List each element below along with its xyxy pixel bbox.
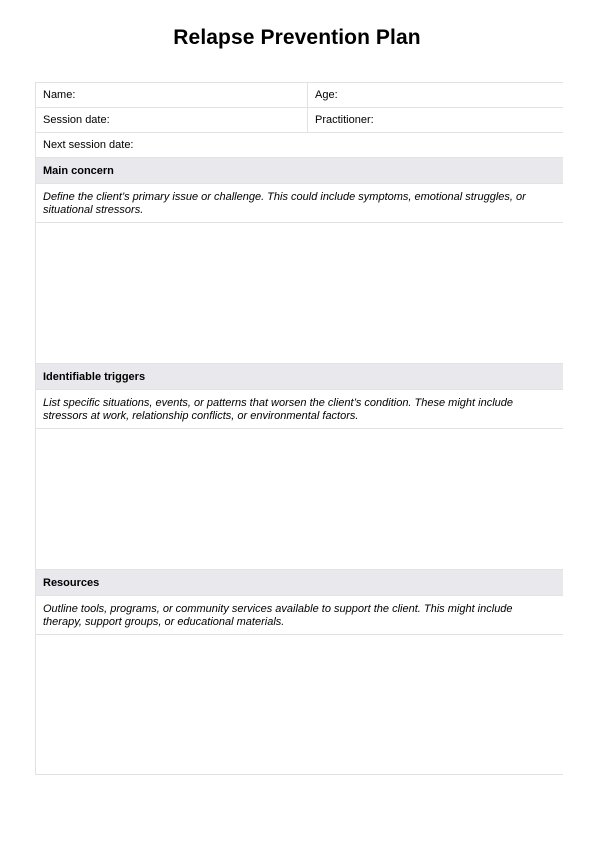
main-concern-input-area[interactable] — [36, 222, 563, 363]
section-description-triggers: List specific situations, events, or patterns that worsen the client’s condition. These might include stressors at work, relationship conflicts, or environmental factors. — [36, 389, 563, 428]
form-row-name-age — [36, 82, 563, 107]
section-heading-resources: Resources — [36, 569, 563, 595]
next-session-date-field[interactable]: Next session date: — [43, 139, 134, 151]
section-heading-triggers: Identifiable triggers — [36, 363, 563, 389]
age-field[interactable]: Age: — [315, 89, 338, 101]
resources-input-area[interactable] — [36, 634, 563, 775]
form-row-session — [36, 107, 563, 132]
section-description-main-concern: Define the client’s primary issue or challenge. This could include symptoms, emotional struggles, or situational stressors. — [36, 183, 563, 222]
plan-form — [35, 82, 563, 775]
section-heading-main-concern: Main concern — [36, 157, 563, 183]
name-field[interactable]: Name: — [36, 83, 308, 107]
practitioner-field[interactable]: Practitioner: — [315, 114, 374, 126]
page-title: Relapse Prevention Plan — [173, 26, 421, 49]
session-date-field[interactable]: Session date: — [36, 108, 308, 132]
form-row-next-session — [36, 132, 563, 157]
triggers-input-area[interactable] — [36, 428, 563, 569]
section-description-resources: Outline tools, programs, or community services available to support the client. This might include therapy, support groups, or educational materials. — [36, 595, 563, 634]
